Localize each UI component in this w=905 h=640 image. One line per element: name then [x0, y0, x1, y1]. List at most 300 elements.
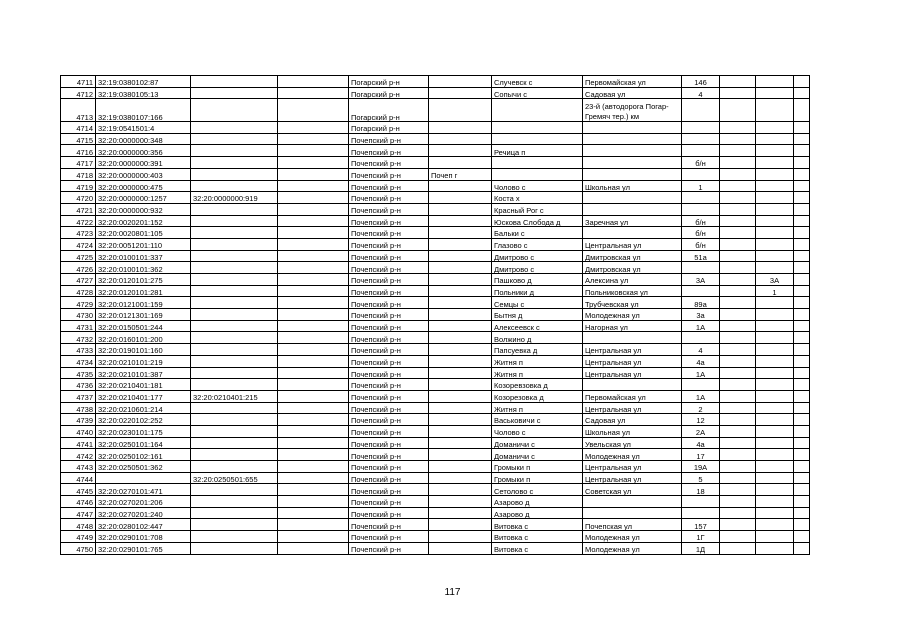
structure-cell: [756, 449, 794, 461]
empty-cell: [278, 227, 349, 239]
cadastral-number-cell: 32:19:0380102:87: [96, 76, 191, 88]
district-cell: Почепский р-н: [349, 157, 429, 169]
empty-cell: [278, 87, 349, 99]
structure-cell: [756, 531, 794, 543]
row-number-cell: 4727: [61, 274, 96, 286]
empty-cell: [278, 297, 349, 309]
cadastral-number-cell: 32:20:0210401:177: [96, 390, 191, 402]
city-cell: [429, 76, 492, 88]
table-row: [61, 99, 810, 122]
cadastral-number-2-cell: [191, 133, 278, 145]
building-cell: [720, 309, 756, 321]
locality-cell: [492, 122, 583, 134]
house-cell: 1Д: [682, 542, 720, 554]
building-cell: [720, 203, 756, 215]
structure-cell: [756, 472, 794, 484]
row-number-cell: 4747: [61, 507, 96, 519]
city-cell: [429, 297, 492, 309]
building-cell: [720, 449, 756, 461]
building-cell: [720, 215, 756, 227]
cadastral-number-2-cell: [191, 145, 278, 157]
district-cell: Почепский р-н: [349, 542, 429, 554]
cadastral-number-2-cell: 32:20:0210401:215: [191, 390, 278, 402]
cadastral-number-cell: 32:20:0150501:244: [96, 320, 191, 332]
table-row: [61, 320, 810, 332]
locality-cell: Громыки п: [492, 472, 583, 484]
locality-cell: Чолово с: [492, 425, 583, 437]
building-cell: [720, 157, 756, 169]
row-number-cell: 4718: [61, 168, 96, 180]
house-cell: 17: [682, 449, 720, 461]
district-cell: Почепский р-н: [349, 519, 429, 531]
city-cell: [429, 285, 492, 297]
house-cell: [682, 122, 720, 134]
table-row: [61, 133, 810, 145]
street-cell: Почепская ул: [583, 519, 682, 531]
street-cell: Молодежная ул: [583, 449, 682, 461]
table-row: [61, 542, 810, 554]
cadastral-number-2-cell: [191, 414, 278, 426]
building-cell: [720, 180, 756, 192]
table-row: [61, 180, 810, 192]
city-cell: [429, 379, 492, 391]
district-cell: Почепский р-н: [349, 379, 429, 391]
row-number-cell: 4730: [61, 309, 96, 321]
row-number-cell: 4731: [61, 320, 96, 332]
building-cell: [720, 285, 756, 297]
street-cell: Дмитровская ул: [583, 262, 682, 274]
extra-cell: [794, 344, 810, 356]
building-cell: [720, 168, 756, 180]
empty-cell: [278, 344, 349, 356]
locality-cell: Папсуевка д: [492, 344, 583, 356]
row-number-cell: 4725: [61, 250, 96, 262]
empty-cell: [278, 203, 349, 215]
district-cell: Почепский р-н: [349, 227, 429, 239]
building-cell: [720, 355, 756, 367]
locality-cell: Козоревзовка д: [492, 379, 583, 391]
registry-table: [60, 75, 810, 555]
district-cell: Почепский р-н: [349, 332, 429, 344]
building-cell: [720, 122, 756, 134]
city-cell: [429, 274, 492, 286]
empty-cell: [278, 309, 349, 321]
empty-cell: [278, 145, 349, 157]
registry-table-body: [61, 76, 810, 555]
street-cell: Центральная ул: [583, 472, 682, 484]
locality-cell: Витовка с: [492, 531, 583, 543]
extra-cell: [794, 402, 810, 414]
structure-cell: [756, 309, 794, 321]
structure-cell: [756, 157, 794, 169]
locality-cell: Азарово д: [492, 507, 583, 519]
locality-cell: Витовка с: [492, 542, 583, 554]
house-cell: [682, 133, 720, 145]
district-cell: Погарский р-н: [349, 122, 429, 134]
district-cell: Почепский р-н: [349, 496, 429, 508]
cadastral-number-2-cell: [191, 332, 278, 344]
cadastral-number-cell: 32:20:0120101:281: [96, 285, 191, 297]
street-cell: Алексина ул: [583, 274, 682, 286]
cadastral-number-2-cell: [191, 285, 278, 297]
house-cell: 4а: [682, 437, 720, 449]
empty-cell: [278, 531, 349, 543]
street-cell: [583, 145, 682, 157]
cadastral-number-cell: 32:20:0121301:169: [96, 309, 191, 321]
district-cell: Почепский р-н: [349, 484, 429, 496]
cadastral-number-2-cell: [191, 262, 278, 274]
city-cell: [429, 203, 492, 215]
structure-cell: [756, 297, 794, 309]
empty-cell: [278, 76, 349, 88]
row-number-cell: 4750: [61, 542, 96, 554]
extra-cell: [794, 437, 810, 449]
cadastral-number-2-cell: [191, 309, 278, 321]
table-row: [61, 344, 810, 356]
building-cell: [720, 461, 756, 473]
extra-cell: [794, 192, 810, 204]
city-cell: [429, 332, 492, 344]
extra-cell: [794, 542, 810, 554]
extra-cell: [794, 203, 810, 215]
cadastral-number-2-cell: [191, 496, 278, 508]
empty-cell: [278, 496, 349, 508]
page-number: 117: [444, 587, 461, 598]
city-cell: [429, 425, 492, 437]
extra-cell: [794, 472, 810, 484]
row-number-cell: 4741: [61, 437, 96, 449]
cadastral-number-2-cell: [191, 507, 278, 519]
cadastral-number-2-cell: [191, 379, 278, 391]
district-cell: Почепский р-н: [349, 262, 429, 274]
table-row: [61, 484, 810, 496]
structure-cell: [756, 227, 794, 239]
cadastral-number-cell: 32:20:0020801:105: [96, 227, 191, 239]
district-cell: Почепский р-н: [349, 507, 429, 519]
row-number-cell: 4735: [61, 367, 96, 379]
table-row: [61, 145, 810, 157]
extra-cell: [794, 99, 810, 122]
house-cell: 1: [682, 180, 720, 192]
building-cell: [720, 274, 756, 286]
extra-cell: [794, 215, 810, 227]
empty-cell: [278, 507, 349, 519]
building-cell: [720, 531, 756, 543]
city-cell: [429, 133, 492, 145]
district-cell: Почепский р-н: [349, 367, 429, 379]
house-cell: б/н: [682, 238, 720, 250]
extra-cell: [794, 425, 810, 437]
row-number-cell: 4716: [61, 145, 96, 157]
cadastral-number-cell: 32:20:0210601:214: [96, 402, 191, 414]
cadastral-number-2-cell: [191, 99, 278, 122]
building-cell: [720, 472, 756, 484]
row-number-cell: 4733: [61, 344, 96, 356]
row-number-cell: 4748: [61, 519, 96, 531]
district-cell: Почепский р-н: [349, 461, 429, 473]
street-cell: [583, 157, 682, 169]
extra-cell: [794, 355, 810, 367]
structure-cell: [756, 367, 794, 379]
empty-cell: [278, 437, 349, 449]
row-number-cell: 4740: [61, 425, 96, 437]
row-number-cell: 4743: [61, 461, 96, 473]
city-cell: [429, 519, 492, 531]
structure-cell: [756, 496, 794, 508]
cadastral-number-cell: 32:20:0120101:275: [96, 274, 191, 286]
district-cell: Почепский р-н: [349, 425, 429, 437]
table-row: [61, 367, 810, 379]
city-cell: [429, 437, 492, 449]
street-cell: Советская ул: [583, 484, 682, 496]
empty-cell: [278, 192, 349, 204]
house-cell: 3а: [682, 309, 720, 321]
cadastral-number-cell: 32:20:0270201:206: [96, 496, 191, 508]
locality-cell: [492, 157, 583, 169]
empty-cell: [278, 472, 349, 484]
empty-cell: [278, 542, 349, 554]
empty-cell: [278, 379, 349, 391]
district-cell: Погарский р-н: [349, 99, 429, 122]
cadastral-number-cell: 32:20:0290101:765: [96, 542, 191, 554]
structure-cell: [756, 414, 794, 426]
empty-cell: [278, 414, 349, 426]
city-cell: [429, 461, 492, 473]
extra-cell: [794, 87, 810, 99]
street-cell: [583, 332, 682, 344]
locality-cell: Чолово с: [492, 180, 583, 192]
cadastral-number-2-cell: [191, 87, 278, 99]
building-cell: [720, 227, 756, 239]
table-row: [61, 250, 810, 262]
house-cell: [682, 99, 720, 122]
cadastral-number-cell: 32:20:0000000:1257: [96, 192, 191, 204]
locality-cell: Речица п: [492, 145, 583, 157]
row-number-cell: 4746: [61, 496, 96, 508]
table-row: [61, 402, 810, 414]
structure-cell: [756, 262, 794, 274]
cadastral-number-cell: 32:20:0250102:161: [96, 449, 191, 461]
building-cell: [720, 76, 756, 88]
house-cell: 2А: [682, 425, 720, 437]
street-cell: Первомайская ул: [583, 390, 682, 402]
city-cell: [429, 402, 492, 414]
city-cell: [429, 192, 492, 204]
extra-cell: [794, 367, 810, 379]
extra-cell: [794, 227, 810, 239]
cadastral-number-cell: 32:20:0051201:110: [96, 238, 191, 250]
table-row: [61, 496, 810, 508]
house-cell: 18: [682, 484, 720, 496]
city-cell: [429, 157, 492, 169]
building-cell: [720, 542, 756, 554]
table-row: [61, 414, 810, 426]
empty-cell: [278, 402, 349, 414]
cadastral-number-cell: 32:20:0220102:252: [96, 414, 191, 426]
cadastral-number-2-cell: [191, 157, 278, 169]
district-cell: Почепский р-н: [349, 344, 429, 356]
extra-cell: [794, 507, 810, 519]
cadastral-number-2-cell: [191, 542, 278, 554]
locality-cell: [492, 168, 583, 180]
district-cell: Погарский р-н: [349, 87, 429, 99]
street-cell: [583, 379, 682, 391]
building-cell: [720, 414, 756, 426]
house-cell: 4а: [682, 355, 720, 367]
district-cell: Почепский р-н: [349, 274, 429, 286]
street-cell: [583, 227, 682, 239]
row-number-cell: 4749: [61, 531, 96, 543]
street-cell: [583, 168, 682, 180]
row-number-cell: 4744: [61, 472, 96, 484]
structure-cell: [756, 461, 794, 473]
building-cell: [720, 519, 756, 531]
locality-cell: Алексеевск с: [492, 320, 583, 332]
district-cell: Почепский р-н: [349, 215, 429, 227]
district-cell: Погарский р-н: [349, 76, 429, 88]
extra-cell: [794, 122, 810, 134]
cadastral-number-cell: 32:20:0000000:403: [96, 168, 191, 180]
city-cell: [429, 250, 492, 262]
house-cell: 12: [682, 414, 720, 426]
street-cell: Молодежная ул: [583, 542, 682, 554]
locality-cell: Громыки п: [492, 461, 583, 473]
locality-cell: Польники д: [492, 285, 583, 297]
row-number-cell: 4715: [61, 133, 96, 145]
cadastral-number-cell: [96, 472, 191, 484]
house-cell: 2: [682, 402, 720, 414]
row-number-cell: 4724: [61, 238, 96, 250]
city-cell: [429, 531, 492, 543]
extra-cell: [794, 320, 810, 332]
building-cell: [720, 484, 756, 496]
locality-cell: [492, 99, 583, 122]
city-cell: [429, 262, 492, 274]
extra-cell: [794, 274, 810, 286]
street-cell: Увельская ул: [583, 437, 682, 449]
structure-cell: [756, 203, 794, 215]
street-cell: [583, 133, 682, 145]
empty-cell: [278, 461, 349, 473]
row-number-cell: 4719: [61, 180, 96, 192]
table-row: [61, 76, 810, 88]
cadastral-number-2-cell: [191, 449, 278, 461]
empty-cell: [278, 99, 349, 122]
house-cell: 1А: [682, 390, 720, 402]
table-row: [61, 168, 810, 180]
building-cell: [720, 192, 756, 204]
row-number-cell: 4734: [61, 355, 96, 367]
house-cell: [682, 168, 720, 180]
table-row: [61, 519, 810, 531]
cadastral-number-2-cell: [191, 320, 278, 332]
cadastral-number-2-cell: [191, 355, 278, 367]
district-cell: Почепский р-н: [349, 250, 429, 262]
district-cell: Почепский р-н: [349, 192, 429, 204]
locality-cell: Витовка с: [492, 519, 583, 531]
cadastral-number-cell: 32:20:0270201:240: [96, 507, 191, 519]
cadastral-number-cell: 32:20:0210401:181: [96, 379, 191, 391]
extra-cell: [794, 461, 810, 473]
city-cell: Почеп г: [429, 168, 492, 180]
extra-cell: [794, 297, 810, 309]
street-text: 23-й (автодорога Погар-Гремяч тер.) км: [585, 102, 669, 121]
row-number-cell: 4732: [61, 332, 96, 344]
cadastral-number-cell: 32:20:0250101:164: [96, 437, 191, 449]
locality-cell: Пашково д: [492, 274, 583, 286]
table-row: [61, 507, 810, 519]
house-cell: [682, 145, 720, 157]
extra-cell: [794, 285, 810, 297]
district-cell: Почепский р-н: [349, 320, 429, 332]
extra-cell: [794, 168, 810, 180]
street-cell: Центральная ул: [583, 367, 682, 379]
building-cell: [720, 390, 756, 402]
house-cell: б/н: [682, 215, 720, 227]
building-cell: [720, 297, 756, 309]
street-cell: Центральная ул: [583, 402, 682, 414]
structure-cell: [756, 379, 794, 391]
city-cell: [429, 215, 492, 227]
cadastral-number-2-cell: [191, 297, 278, 309]
building-cell: [720, 99, 756, 122]
locality-cell: Житня п: [492, 355, 583, 367]
locality-cell: Бытня д: [492, 309, 583, 321]
cadastral-number-2-cell: [191, 122, 278, 134]
city-cell: [429, 145, 492, 157]
cadastral-number-cell: 32:20:0000000:932: [96, 203, 191, 215]
house-cell: 51а: [682, 250, 720, 262]
house-cell: 1А: [682, 320, 720, 332]
structure-cell: [756, 344, 794, 356]
building-cell: [720, 379, 756, 391]
building-cell: [720, 425, 756, 437]
building-cell: [720, 145, 756, 157]
street-cell: Центральная ул: [583, 355, 682, 367]
row-number-cell: 4726: [61, 262, 96, 274]
empty-cell: [278, 355, 349, 367]
extra-cell: [794, 484, 810, 496]
house-cell: 5: [682, 472, 720, 484]
city-cell: [429, 390, 492, 402]
cadastral-number-cell: 32:20:0250501:362: [96, 461, 191, 473]
district-cell: Почепский р-н: [349, 133, 429, 145]
table-row: [61, 379, 810, 391]
row-number-cell: 4717: [61, 157, 96, 169]
locality-cell: Коста х: [492, 192, 583, 204]
city-cell: [429, 344, 492, 356]
structure-cell: [756, 519, 794, 531]
table-row: [61, 355, 810, 367]
structure-cell: [756, 332, 794, 344]
empty-cell: [278, 332, 349, 344]
cadastral-number-cell: 32:19:0380105:13: [96, 87, 191, 99]
structure-cell: [756, 168, 794, 180]
house-cell: 4: [682, 87, 720, 99]
house-cell: [682, 262, 720, 274]
cadastral-number-2-cell: [191, 484, 278, 496]
locality-cell: Житня п: [492, 402, 583, 414]
district-cell: Почепский р-н: [349, 180, 429, 192]
building-cell: [720, 87, 756, 99]
house-cell: 146: [682, 76, 720, 88]
empty-cell: [278, 390, 349, 402]
cadastral-number-2-cell: [191, 76, 278, 88]
empty-cell: [278, 274, 349, 286]
locality-cell: Волжино д: [492, 332, 583, 344]
district-cell: Почепский р-н: [349, 414, 429, 426]
table-row: [61, 274, 810, 286]
